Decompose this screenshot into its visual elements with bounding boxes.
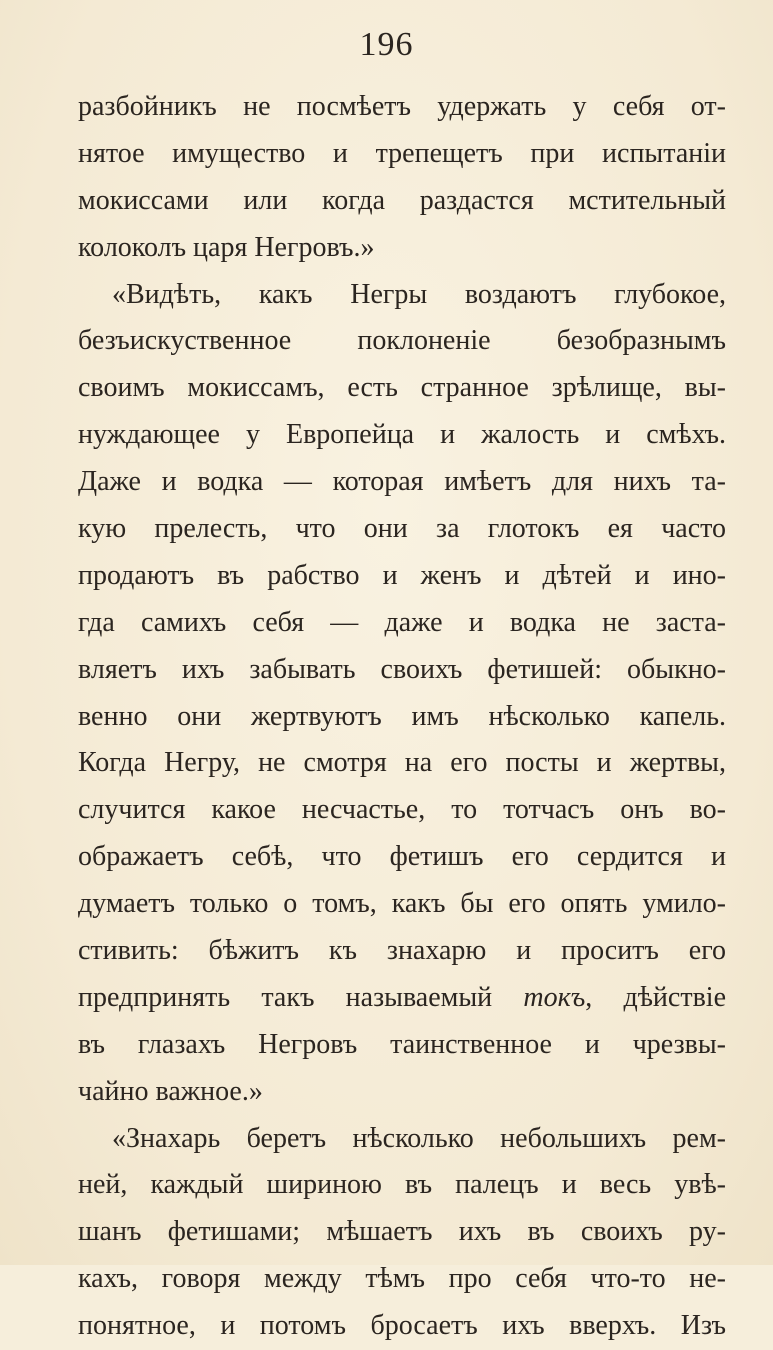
text-segment: предпринять такъ называемый: [78, 981, 524, 1013]
text-line: понятное, и потомъ бросаетъ ихъ вверхъ. Изъ: [78, 1310, 726, 1342]
body-text: [78, 84, 726, 1350]
page-number: 196: [359, 26, 414, 63]
text-line: колоколъ царя Негровъ.»: [78, 231, 375, 263]
text-line: нуждающее у Европейца и жалость и смѣхъ.: [78, 419, 726, 451]
text-line: мокиссами или когда раздастся мстительный: [78, 184, 726, 216]
text-line: Когда Негру, не смотря на его посты и жертвы,: [78, 747, 726, 779]
text-line: случится какое несчастье, то тотчасъ онъ во-: [78, 794, 726, 826]
text-line: стивить: бѣжитъ къ знахарю и проситъ его: [78, 935, 726, 967]
text-line: своимъ мокиссамъ, есть странное зрѣлище, вы-: [78, 372, 726, 404]
text-line: въ глазахъ Негровъ таинственное и чрезвы-: [78, 1028, 726, 1060]
text-line: ней, каждый шириною въ палецъ и весь увѣ-: [78, 1169, 726, 1201]
text-segment: , дѣйствіе: [585, 981, 726, 1013]
text-line: шанъ фетишами; мѣшаетъ ихъ въ своихъ ру-: [78, 1216, 726, 1248]
text-line: разбойникъ не посмѣетъ удержать у себя от-: [78, 91, 726, 122]
text-line: вляетъ ихъ забывать своихъ фетишей: обыкно-: [78, 653, 726, 685]
text-line: кахъ, говоря между тѣмъ про себя что-то не-: [78, 1263, 726, 1295]
text-line: ображаетъ себѣ, что фетишъ его сердится и: [78, 841, 726, 873]
paragraph-first-line: «Видѣть, какъ Негры воздаютъ глубокое,: [112, 278, 726, 310]
text-line: Даже и водка — которая имѣетъ для нихъ та-: [78, 466, 726, 498]
text-line: чайно важное.»: [78, 1075, 263, 1107]
text-line: кую прелесть, что они за глотокъ ея часто: [78, 513, 726, 545]
text-line-with-italic: [78, 975, 726, 1022]
text-line: продаютъ въ рабство и женъ и дѣтей и ино-: [78, 559, 726, 591]
text-line: безъискуственное поклоненіе безобразнымъ: [78, 325, 726, 357]
italic-term: токъ: [523, 981, 586, 1013]
text-line: венно они жертвуютъ имъ нѣсколько капель.: [78, 700, 726, 732]
paragraph-first-line: «Знахарь беретъ нѣсколько небольшихъ рем-: [112, 1122, 726, 1154]
text-line: нятое имущество и трепещетъ при испытаніи: [78, 137, 726, 169]
text-line: думаетъ только о томъ, какъ бы его опять умило-: [78, 888, 726, 920]
text-line: гда самихъ себя — даже и водка не заста-: [78, 606, 726, 638]
